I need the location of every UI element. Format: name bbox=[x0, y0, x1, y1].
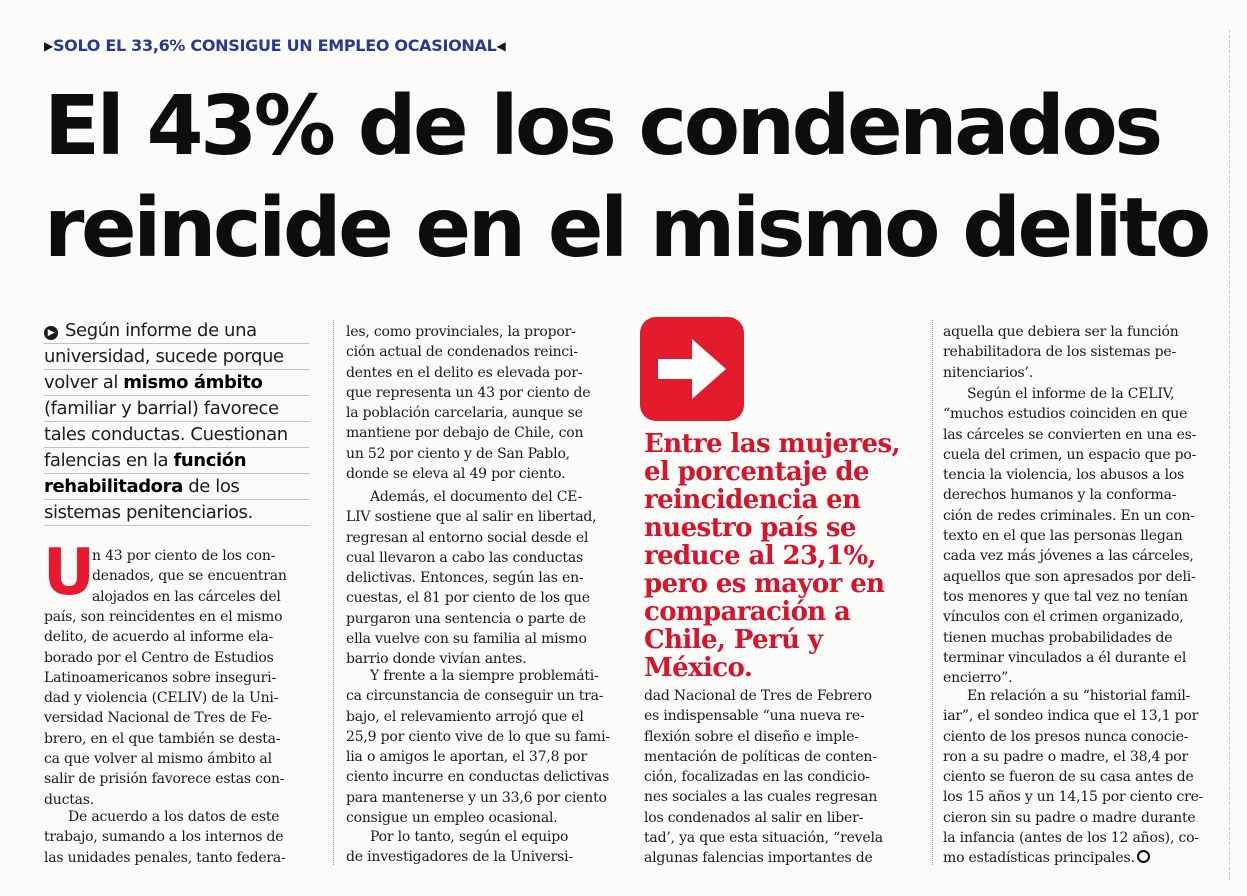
column-1-lead bbox=[43, 536, 324, 610]
deck-emphasis: función bbox=[173, 450, 247, 471]
text-line: 25,9 por ciento vive de lo que su fami- bbox=[346, 728, 610, 745]
text-line: la infancia (antes de los 12 años), co- bbox=[943, 830, 1199, 847]
end-mark-icon bbox=[1137, 850, 1150, 863]
column-1-paragraph bbox=[44, 807, 324, 868]
column-4-paragraph bbox=[943, 384, 1228, 688]
deck-line: ▶ Según informe de una bbox=[44, 318, 309, 344]
text-line: terminar vinculados a él durante el bbox=[943, 649, 1187, 666]
text-line: ción, focalizadas en las condicio- bbox=[644, 769, 870, 786]
text-line: tencia la violencia, los abusos a los bbox=[943, 467, 1185, 484]
pull-quote-line: Chile, Perú y bbox=[644, 625, 823, 655]
text-line: los condenados al salir en liber- bbox=[644, 809, 864, 826]
text-line: bajo, el relevamiento arrojó que el bbox=[346, 708, 584, 725]
text-line: LIV sostiene que al salir en libertad, bbox=[346, 509, 597, 526]
text-line: mo estadísticas principales. bbox=[943, 848, 1228, 868]
text-line: cuestas, el 81 por ciento de los que bbox=[346, 590, 590, 607]
text-line: rehabilitadora de los sistemas pe- bbox=[943, 344, 1177, 361]
text-line: encierro”. bbox=[943, 670, 1013, 687]
text-line: nitenciarios’. bbox=[943, 364, 1033, 381]
text-line: delictivas. Entonces, según las en- bbox=[346, 570, 584, 587]
column-2-paragraph bbox=[346, 322, 626, 484]
text-line: n 43 por ciento de los con- bbox=[92, 548, 276, 564]
pull-quote bbox=[644, 430, 914, 682]
pull-quote-line: reduce al 23,1%, bbox=[644, 541, 877, 571]
kicker bbox=[44, 36, 505, 55]
text-line: que representa un 43 por ciento de bbox=[346, 384, 591, 401]
text-line: En relación a su “historial famil- bbox=[967, 688, 1191, 704]
column-4-paragraph bbox=[943, 686, 1228, 869]
column-2-paragraph bbox=[346, 487, 626, 670]
text-line: Por lo tanto, según el equipo bbox=[370, 829, 569, 845]
text-line: De acuerdo a los datos de este bbox=[68, 809, 280, 825]
text-line: dentes en el delito es elevada por- bbox=[346, 364, 583, 381]
column-divider bbox=[932, 320, 933, 865]
text-line: tad’, ya que esta situación, “revela bbox=[644, 830, 883, 847]
text-line: ción actual de condenados reinci- bbox=[346, 344, 578, 361]
text-line: Y frente a la siempre problemáti- bbox=[370, 668, 599, 684]
text-line: versidad Nacional de Tres de Fe- bbox=[44, 710, 272, 727]
headline-line: El 43% de los condenados bbox=[44, 79, 1160, 174]
text-line: cieron sin su padre o madre durante bbox=[943, 809, 1196, 826]
text-line: Además, el documento del CE- bbox=[370, 489, 583, 505]
text-line: para mantenerse y un 33,6 por ciento bbox=[346, 789, 607, 806]
triangle-left-icon: ◀ bbox=[496, 39, 506, 53]
deck-line: volver al mismo ámbito bbox=[44, 370, 309, 396]
pull-quote-line: México. bbox=[644, 653, 753, 683]
text-line: salir de prisión favorece estas con- bbox=[44, 771, 285, 788]
text-line: de investigadores de la Universi- bbox=[346, 849, 573, 866]
text-line: denados, que se encuentran bbox=[92, 568, 287, 585]
arrow-right-icon bbox=[654, 335, 730, 403]
text-line: las unidades penales, tanto federa- bbox=[44, 849, 286, 866]
column-3-body bbox=[644, 686, 924, 869]
text-line: un 52 por ciento y de San Pablo, bbox=[346, 445, 570, 462]
column-4-paragraph bbox=[943, 322, 1228, 383]
deck-line: universidad, sucede porque bbox=[44, 344, 309, 370]
page-edge-rule bbox=[1229, 30, 1230, 880]
text-line: regresan al entorno social desde el bbox=[346, 529, 589, 546]
text-line: dad Nacional de Tres de Febrero bbox=[644, 688, 872, 704]
text-line: mentación de políticas de conten- bbox=[644, 748, 877, 765]
column-2-paragraph bbox=[346, 666, 626, 828]
text-line: texto en el que las personas llegan bbox=[943, 528, 1183, 545]
deck-line: falencias en la función bbox=[44, 448, 309, 474]
triangle-right-icon: ▶ bbox=[44, 39, 53, 53]
text-line: Según el informe de la CELIV, bbox=[967, 386, 1175, 402]
pull-quote-line: reincidencia en bbox=[644, 485, 861, 515]
text-line: tos menores y que tal vez no tenían bbox=[943, 588, 1188, 605]
deck-line: rehabilitadora de los bbox=[44, 474, 309, 500]
text-line: algunas falencias importantes de bbox=[644, 850, 873, 867]
text-line: ciento de los presos nunca conocie- bbox=[943, 728, 1189, 745]
text-line: país, son reincidentes en el mismo bbox=[44, 609, 283, 625]
text-line: ductas. bbox=[44, 791, 95, 808]
text-line: iar”, el sondeo indica que el 13,1 por bbox=[943, 708, 1199, 725]
column-1-body bbox=[44, 607, 324, 810]
text-line: delito, de acuerdo al informe ela- bbox=[44, 629, 273, 646]
text-line: cuela del crimen, un espacio que po- bbox=[943, 446, 1197, 463]
deck-line: sistemas penitenciarios. bbox=[44, 500, 309, 526]
text-line: nes sociales a las cuales regresan bbox=[644, 789, 878, 806]
text-line: ciento se fueron de su casa antes de bbox=[943, 769, 1194, 786]
column-divider bbox=[333, 320, 334, 865]
text-line: ciento incurre en conductas delictivas bbox=[346, 769, 610, 786]
text-line: brero, en el que también se desta- bbox=[44, 730, 281, 747]
arrow-right-icon bbox=[640, 317, 744, 421]
text-line: trabajo, sumando a los internos de bbox=[44, 829, 284, 846]
text-line: ción de redes criminales. En un con- bbox=[943, 507, 1195, 524]
headline bbox=[44, 76, 1229, 280]
text-line: consigue un empleo ocasional. bbox=[346, 810, 558, 827]
text-line: mantiene por debajo de Chile, con bbox=[346, 425, 584, 442]
column-2-paragraph bbox=[346, 827, 626, 868]
text-line: vínculos con el crimen organizado, bbox=[943, 609, 1184, 626]
text-line: donde se eleva al 49 por ciento. bbox=[346, 466, 566, 483]
text-line: Latinoamericanos sobre inseguri- bbox=[44, 669, 276, 686]
text-line: dad y violencia (CELIV) de la Uni- bbox=[44, 690, 279, 707]
deck-emphasis: mismo ámbito bbox=[123, 372, 263, 393]
text-line: las cárceles se convierten en una es- bbox=[943, 426, 1197, 443]
headline-line: reincide en el mismo delito bbox=[44, 181, 1208, 276]
text-line: “muchos estudios coinciden en que bbox=[943, 406, 1188, 423]
text-line: ca que volver al mismo ámbito al bbox=[44, 751, 272, 768]
text-line: alojados en las cárceles del bbox=[92, 588, 281, 605]
text-line: aquella que debiera ser la función bbox=[943, 324, 1179, 340]
text-line: es indispensable “una nueva re- bbox=[644, 708, 865, 725]
text-line: ron a su padre o madre, el 38,4 por bbox=[943, 748, 1188, 765]
text-line: aquellos que son apresados por deli- bbox=[943, 568, 1196, 585]
text-line: flexión sobre el diseño e imple- bbox=[644, 728, 859, 745]
text-line: ca circunstancia de conseguir un tra- bbox=[346, 688, 604, 705]
text-line: borado por el Centro de Estudios bbox=[44, 649, 274, 666]
pull-quote-line: Entre las mujeres, bbox=[644, 429, 900, 459]
kicker-text: SOLO EL 33,6% CONSIGUE UN EMPLEO OCASIONAL bbox=[52, 36, 497, 55]
text-line: cual llevaron a cabo las conductas bbox=[346, 549, 583, 566]
deck-line: tales conductas. Cuestionan bbox=[44, 422, 309, 448]
deck-summary bbox=[44, 318, 309, 526]
text-line: derechos humanos y la conforma- bbox=[943, 487, 1177, 504]
text-line: la población carcelaria, aunque se bbox=[346, 405, 583, 422]
text-line: barrio donde vivían antes. bbox=[346, 651, 527, 668]
text-line: les, como provinciales, la propor- bbox=[346, 324, 576, 340]
text-line: cada vez más jóvenes a las cárceles, bbox=[943, 548, 1194, 565]
bullet-icon: ▶ bbox=[44, 326, 58, 340]
text-line: purgaron una sentencia o parte de bbox=[346, 610, 586, 627]
deck-line: (familiar y barrial) favorece bbox=[44, 396, 309, 422]
pull-quote-line: el porcentaje de bbox=[644, 457, 869, 487]
pull-quote-line: comparación a bbox=[644, 597, 851, 627]
pull-quote-line: pero es mayor en bbox=[644, 569, 885, 599]
text-line: lia o amigos le aportan, el 37,8 por bbox=[346, 749, 588, 766]
text-line: los 15 años y un 14,15 por ciento cre- bbox=[943, 789, 1204, 806]
deck-emphasis: rehabilitadora bbox=[44, 476, 183, 497]
drop-cap: U bbox=[43, 536, 95, 610]
text-line: tienen muchas probabilidades de bbox=[943, 629, 1173, 646]
text-line: ella vuelve con su familia al mismo bbox=[346, 631, 587, 648]
pull-quote-line: nuestro país se bbox=[644, 513, 856, 543]
